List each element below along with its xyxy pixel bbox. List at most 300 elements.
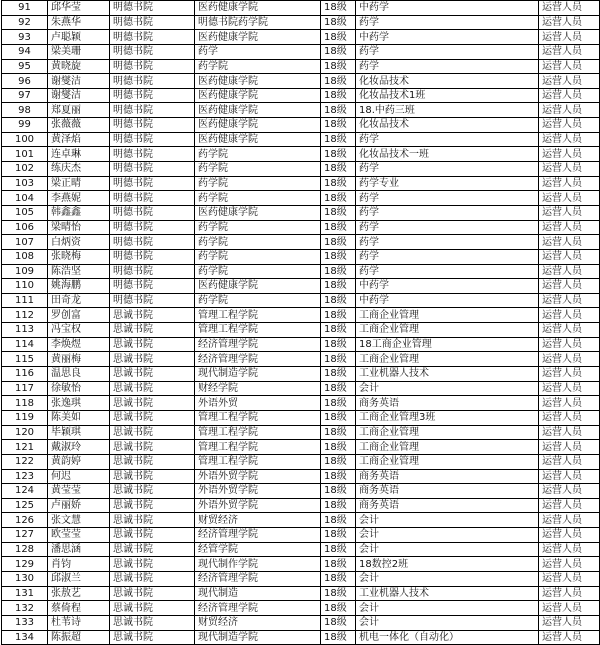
major-cell: 会计 <box>356 528 539 543</box>
table-row <box>2 396 600 411</box>
row-number-cell: 105 <box>2 205 48 220</box>
role-cell: 运营人员 <box>539 249 600 264</box>
role-cell: 运营人员 <box>539 630 600 645</box>
row-number-cell: 118 <box>2 396 48 411</box>
member-table <box>1 0 600 645</box>
major-cell: 会计 <box>356 381 539 396</box>
student-name-cell: 梁美珊 <box>48 44 110 59</box>
table-row <box>2 308 600 323</box>
student-name-cell: 毕颖琪 <box>48 425 110 440</box>
college-cell: 财贸经济 <box>195 513 321 528</box>
student-name-cell: 黄泽焰 <box>48 132 110 147</box>
row-number-cell: 131 <box>2 586 48 601</box>
role-cell: 运营人员 <box>539 235 600 250</box>
table-row <box>2 74 600 89</box>
student-name-cell: 杜苇诗 <box>48 615 110 630</box>
role-cell: 运营人员 <box>539 410 600 425</box>
table-row <box>2 249 600 264</box>
row-number-cell: 100 <box>2 132 48 147</box>
college-cell: 医药健康学院 <box>195 205 321 220</box>
academy-cell: 明德书院 <box>110 147 195 162</box>
college-cell: 药学院 <box>195 293 321 308</box>
role-cell: 运营人员 <box>539 1 600 16</box>
academy-cell: 明德书院 <box>110 293 195 308</box>
college-cell: 药学院 <box>195 191 321 206</box>
table-row <box>2 498 600 513</box>
row-number-cell: 110 <box>2 279 48 294</box>
student-name-cell: 练庆杰 <box>48 162 110 177</box>
major-cell: 药学 <box>356 59 539 74</box>
major-cell: 会计 <box>356 513 539 528</box>
role-cell: 运营人员 <box>539 132 600 147</box>
role-cell: 运营人员 <box>539 220 600 235</box>
row-number-cell: 126 <box>2 513 48 528</box>
row-number-cell: 120 <box>2 425 48 440</box>
student-name-cell: 黄韵婷 <box>48 454 110 469</box>
role-cell: 运营人员 <box>539 615 600 630</box>
major-cell: 药学 <box>356 249 539 264</box>
college-cell: 现代制造 <box>195 586 321 601</box>
major-cell: 会计 <box>356 542 539 557</box>
college-cell: 财经学院 <box>195 381 321 396</box>
student-name-cell: 梁正晴 <box>48 176 110 191</box>
college-cell: 经济管理学院 <box>195 571 321 586</box>
college-cell: 药学院 <box>195 249 321 264</box>
row-number-cell: 132 <box>2 601 48 616</box>
college-cell: 药学院 <box>195 59 321 74</box>
table-row <box>2 440 600 455</box>
college-cell: 经济管理学院 <box>195 352 321 367</box>
student-name-cell: 潘思涵 <box>48 542 110 557</box>
grade-cell: 18级 <box>321 249 356 264</box>
student-name-cell: 张晓梅 <box>48 249 110 264</box>
student-name-cell: 朱燕华 <box>48 15 110 30</box>
row-number-cell: 99 <box>2 118 48 133</box>
student-name-cell: 张薇薇 <box>48 118 110 133</box>
major-cell: 中药学 <box>356 30 539 45</box>
grade-cell: 18级 <box>321 513 356 528</box>
grade-cell: 18级 <box>321 557 356 572</box>
role-cell: 运营人员 <box>539 88 600 103</box>
student-name-cell: 蔡倚程 <box>48 601 110 616</box>
college-cell: 医药健康学院 <box>195 103 321 118</box>
academy-cell: 思诚书院 <box>110 352 195 367</box>
grade-cell: 18级 <box>321 103 356 118</box>
major-cell: 18工商企业管理 <box>356 337 539 352</box>
grade-cell: 18级 <box>321 410 356 425</box>
table-row <box>2 337 600 352</box>
table-row <box>2 615 600 630</box>
college-cell: 外语外贸学院 <box>195 469 321 484</box>
student-name-cell: 田奇龙 <box>48 293 110 308</box>
table-row <box>2 279 600 294</box>
role-cell: 运营人员 <box>539 440 600 455</box>
table-row <box>2 469 600 484</box>
college-cell: 管理工程学院 <box>195 440 321 455</box>
role-cell: 运营人员 <box>539 74 600 89</box>
table-row <box>2 352 600 367</box>
grade-cell: 18级 <box>321 191 356 206</box>
role-cell: 运营人员 <box>539 454 600 469</box>
grade-cell: 18级 <box>321 1 356 16</box>
grade-cell: 18级 <box>321 323 356 338</box>
role-cell: 运营人员 <box>539 425 600 440</box>
major-cell: 工商企业管理3班 <box>356 410 539 425</box>
table-row <box>2 454 600 469</box>
grade-cell: 18级 <box>321 88 356 103</box>
major-cell: 18数控2班 <box>356 557 539 572</box>
row-number-cell: 91 <box>2 1 48 16</box>
academy-cell: 明德书院 <box>110 30 195 45</box>
college-cell: 明德书院药学院 <box>195 15 321 30</box>
row-number-cell: 97 <box>2 88 48 103</box>
row-number-cell: 106 <box>2 220 48 235</box>
student-name-cell: 卢聪颖 <box>48 30 110 45</box>
college-cell: 医药健康学院 <box>195 88 321 103</box>
table-row <box>2 162 600 177</box>
row-number-cell: 103 <box>2 176 48 191</box>
role-cell: 运营人员 <box>539 571 600 586</box>
role-cell: 运营人员 <box>539 191 600 206</box>
college-cell: 医药健康学院 <box>195 279 321 294</box>
student-name-cell: 罗创富 <box>48 308 110 323</box>
student-name-cell: 陈浩坚 <box>48 264 110 279</box>
student-name-cell: 陈美如 <box>48 410 110 425</box>
role-cell: 运营人员 <box>539 147 600 162</box>
role-cell: 运营人员 <box>539 469 600 484</box>
academy-cell: 明德书院 <box>110 220 195 235</box>
table-row <box>2 176 600 191</box>
grade-cell: 18级 <box>321 132 356 147</box>
row-number-cell: 109 <box>2 264 48 279</box>
student-name-cell: 李燕妮 <box>48 191 110 206</box>
college-cell: 管理工程学院 <box>195 308 321 323</box>
student-name-cell: 黄丽梅 <box>48 352 110 367</box>
academy-cell: 思诚书院 <box>110 601 195 616</box>
college-cell: 药学院 <box>195 235 321 250</box>
academy-cell: 思诚书院 <box>110 396 195 411</box>
table-row <box>2 88 600 103</box>
role-cell: 运营人员 <box>539 176 600 191</box>
major-cell: 药学专业 <box>356 176 539 191</box>
row-number-cell: 108 <box>2 249 48 264</box>
grade-cell: 18级 <box>321 59 356 74</box>
college-cell: 药学院 <box>195 220 321 235</box>
student-name-cell: 韩鑫鑫 <box>48 205 110 220</box>
grade-cell: 18级 <box>321 586 356 601</box>
major-cell: 中药学 <box>356 1 539 16</box>
major-cell: 药学 <box>356 205 539 220</box>
row-number-cell: 119 <box>2 410 48 425</box>
row-number-cell: 123 <box>2 469 48 484</box>
college-cell: 外语外贸学院 <box>195 498 321 513</box>
student-name-cell: 谢燮洁 <box>48 74 110 89</box>
table-row <box>2 30 600 45</box>
student-name-cell: 邱华莹 <box>48 1 110 16</box>
academy-cell: 明德书院 <box>110 176 195 191</box>
college-cell: 现代制造学院 <box>195 630 321 645</box>
student-name-cell: 张文慧 <box>48 513 110 528</box>
major-cell: 会计 <box>356 615 539 630</box>
college-cell: 药学院 <box>195 162 321 177</box>
role-cell: 运营人员 <box>539 323 600 338</box>
row-number-cell: 130 <box>2 571 48 586</box>
row-number-cell: 121 <box>2 440 48 455</box>
major-cell: 会计 <box>356 601 539 616</box>
row-number-cell: 96 <box>2 74 48 89</box>
role-cell: 运营人员 <box>539 205 600 220</box>
student-name-cell: 卢丽娇 <box>48 498 110 513</box>
table-row <box>2 220 600 235</box>
student-name-cell: 李焕煜 <box>48 337 110 352</box>
table-row <box>2 323 600 338</box>
table-row <box>2 542 600 557</box>
academy-cell: 明德书院 <box>110 132 195 147</box>
role-cell: 运营人员 <box>539 601 600 616</box>
grade-cell: 18级 <box>321 498 356 513</box>
academy-cell: 明德书院 <box>110 264 195 279</box>
academy-cell: 思诚书院 <box>110 528 195 543</box>
row-number-cell: 102 <box>2 162 48 177</box>
academy-cell: 明德书院 <box>110 235 195 250</box>
row-number-cell: 124 <box>2 484 48 499</box>
academy-cell: 思诚书院 <box>110 498 195 513</box>
major-cell: 工商企业管理 <box>356 308 539 323</box>
role-cell: 运营人员 <box>539 103 600 118</box>
student-name-cell: 梁晴怡 <box>48 220 110 235</box>
grade-cell: 18级 <box>321 352 356 367</box>
academy-cell: 明德书院 <box>110 205 195 220</box>
major-cell: 药学 <box>356 132 539 147</box>
major-cell: 化妆品技术一班 <box>356 147 539 162</box>
role-cell: 运营人员 <box>539 44 600 59</box>
row-number-cell: 125 <box>2 498 48 513</box>
student-name-cell: 冯宝权 <box>48 323 110 338</box>
role-cell: 运营人员 <box>539 59 600 74</box>
academy-cell: 思诚书院 <box>110 410 195 425</box>
grade-cell: 18级 <box>321 630 356 645</box>
role-cell: 运营人员 <box>539 557 600 572</box>
college-cell: 医药健康学院 <box>195 132 321 147</box>
table-row <box>2 205 600 220</box>
major-cell: 药学 <box>356 191 539 206</box>
major-cell: 化妆品技术 <box>356 74 539 89</box>
grade-cell: 18级 <box>321 176 356 191</box>
row-number-cell: 113 <box>2 323 48 338</box>
grade-cell: 18级 <box>321 381 356 396</box>
table-row <box>2 557 600 572</box>
college-cell: 管理工程学院 <box>195 454 321 469</box>
table-row <box>2 147 600 162</box>
college-cell: 经管学院 <box>195 542 321 557</box>
college-cell: 经济管理学院 <box>195 337 321 352</box>
academy-cell: 思诚书院 <box>110 469 195 484</box>
table-row <box>2 513 600 528</box>
college-cell: 医药健康学院 <box>195 74 321 89</box>
role-cell: 运营人员 <box>539 396 600 411</box>
student-name-cell: 姚海鹏 <box>48 279 110 294</box>
role-cell: 运营人员 <box>539 542 600 557</box>
grade-cell: 18级 <box>321 601 356 616</box>
academy-cell: 明德书院 <box>110 279 195 294</box>
role-cell: 运营人员 <box>539 308 600 323</box>
major-cell: 化妆品技术1班 <box>356 88 539 103</box>
academy-cell: 明德书院 <box>110 88 195 103</box>
academy-cell: 明德书院 <box>110 1 195 16</box>
major-cell: 机电一体化（自动化） <box>356 630 539 645</box>
role-cell: 运营人员 <box>539 279 600 294</box>
academy-cell: 思诚书院 <box>110 630 195 645</box>
major-cell: 工商企业管理 <box>356 352 539 367</box>
row-number-cell: 116 <box>2 367 48 382</box>
role-cell: 运营人员 <box>539 264 600 279</box>
role-cell: 运营人员 <box>539 484 600 499</box>
college-cell: 医药健康学院 <box>195 118 321 133</box>
academy-cell: 明德书院 <box>110 162 195 177</box>
student-name-cell: 何迟 <box>48 469 110 484</box>
role-cell: 运营人员 <box>539 498 600 513</box>
major-cell: 药学 <box>356 162 539 177</box>
major-cell: 商务英语 <box>356 484 539 499</box>
table-row <box>2 44 600 59</box>
role-cell: 运营人员 <box>539 118 600 133</box>
row-number-cell: 117 <box>2 381 48 396</box>
row-number-cell: 134 <box>2 630 48 645</box>
major-cell: 工商企业管理 <box>356 454 539 469</box>
role-cell: 运营人员 <box>539 15 600 30</box>
college-cell: 医药健康学院 <box>195 1 321 16</box>
academy-cell: 明德书院 <box>110 15 195 30</box>
grade-cell: 18级 <box>321 469 356 484</box>
grade-cell: 18级 <box>321 293 356 308</box>
student-name-cell: 温思良 <box>48 367 110 382</box>
college-cell: 外语外贸 <box>195 396 321 411</box>
academy-cell: 思诚书院 <box>110 308 195 323</box>
grade-cell: 18级 <box>321 30 356 45</box>
academy-cell: 明德书院 <box>110 103 195 118</box>
college-cell: 医药健康学院 <box>195 30 321 45</box>
table-row <box>2 484 600 499</box>
row-number-cell: 112 <box>2 308 48 323</box>
academy-cell: 思诚书院 <box>110 323 195 338</box>
role-cell: 运营人员 <box>539 337 600 352</box>
grade-cell: 18级 <box>321 264 356 279</box>
college-cell: 财贸经济 <box>195 615 321 630</box>
grade-cell: 18级 <box>321 15 356 30</box>
academy-cell: 思诚书院 <box>110 367 195 382</box>
student-name-cell: 陈振超 <box>48 630 110 645</box>
role-cell: 运营人员 <box>539 513 600 528</box>
grade-cell: 18级 <box>321 205 356 220</box>
row-number-cell: 129 <box>2 557 48 572</box>
major-cell: 商务英语 <box>356 396 539 411</box>
table-row <box>2 571 600 586</box>
academy-cell: 思诚书院 <box>110 454 195 469</box>
grade-cell: 18级 <box>321 220 356 235</box>
academy-cell: 明德书院 <box>110 191 195 206</box>
major-cell: 药学 <box>356 264 539 279</box>
major-cell: 商务英语 <box>356 469 539 484</box>
major-cell: 工业机器人技术 <box>356 586 539 601</box>
major-cell: 工商企业管理 <box>356 323 539 338</box>
grade-cell: 18级 <box>321 337 356 352</box>
table-row <box>2 586 600 601</box>
major-cell: 药学 <box>356 15 539 30</box>
academy-cell: 明德书院 <box>110 44 195 59</box>
grade-cell: 18级 <box>321 44 356 59</box>
row-number-cell: 128 <box>2 542 48 557</box>
grade-cell: 18级 <box>321 235 356 250</box>
role-cell: 运营人员 <box>539 367 600 382</box>
college-cell: 管理工程学院 <box>195 410 321 425</box>
student-name-cell: 戴淑玲 <box>48 440 110 455</box>
college-cell: 药学院 <box>195 147 321 162</box>
college-cell: 经济管理学院 <box>195 528 321 543</box>
academy-cell: 明德书院 <box>110 74 195 89</box>
academy-cell: 思诚书院 <box>110 440 195 455</box>
grade-cell: 18级 <box>321 440 356 455</box>
row-number-cell: 115 <box>2 352 48 367</box>
role-cell: 运营人员 <box>539 381 600 396</box>
row-number-cell: 93 <box>2 30 48 45</box>
student-name-cell: 谢燮洁 <box>48 88 110 103</box>
table-row <box>2 191 600 206</box>
major-cell: 中药学 <box>356 293 539 308</box>
major-cell: 商务英语 <box>356 498 539 513</box>
table-row <box>2 118 600 133</box>
row-number-cell: 101 <box>2 147 48 162</box>
row-number-cell: 104 <box>2 191 48 206</box>
college-cell: 药学 <box>195 44 321 59</box>
major-cell: 中药学 <box>356 279 539 294</box>
grade-cell: 18级 <box>321 571 356 586</box>
role-cell: 运营人员 <box>539 162 600 177</box>
college-cell: 经济管理学院 <box>195 601 321 616</box>
row-number-cell: 94 <box>2 44 48 59</box>
table-row <box>2 425 600 440</box>
major-cell: 18.中药三班 <box>356 103 539 118</box>
table-row <box>2 235 600 250</box>
table-row <box>2 103 600 118</box>
academy-cell: 思诚书院 <box>110 542 195 557</box>
grade-cell: 18级 <box>321 74 356 89</box>
college-cell: 现代制造学院 <box>195 367 321 382</box>
grade-cell: 18级 <box>321 528 356 543</box>
academy-cell: 思诚书院 <box>110 425 195 440</box>
table-row <box>2 630 600 645</box>
major-cell: 药学 <box>356 235 539 250</box>
table-row <box>2 293 600 308</box>
student-name-cell: 黄莹莹 <box>48 484 110 499</box>
grade-cell: 18级 <box>321 454 356 469</box>
row-number-cell: 122 <box>2 454 48 469</box>
major-cell: 药学 <box>356 220 539 235</box>
college-cell: 药学院 <box>195 176 321 191</box>
student-name-cell: 邱淑兰 <box>48 571 110 586</box>
student-name-cell: 白炳资 <box>48 235 110 250</box>
row-number-cell: 95 <box>2 59 48 74</box>
major-cell: 会计 <box>356 571 539 586</box>
grade-cell: 18级 <box>321 308 356 323</box>
role-cell: 运营人员 <box>539 586 600 601</box>
academy-cell: 思诚书院 <box>110 557 195 572</box>
row-number-cell: 127 <box>2 528 48 543</box>
grade-cell: 18级 <box>321 162 356 177</box>
row-number-cell: 92 <box>2 15 48 30</box>
student-name-cell: 徐敏怡 <box>48 381 110 396</box>
academy-cell: 思诚书院 <box>110 571 195 586</box>
row-number-cell: 133 <box>2 615 48 630</box>
